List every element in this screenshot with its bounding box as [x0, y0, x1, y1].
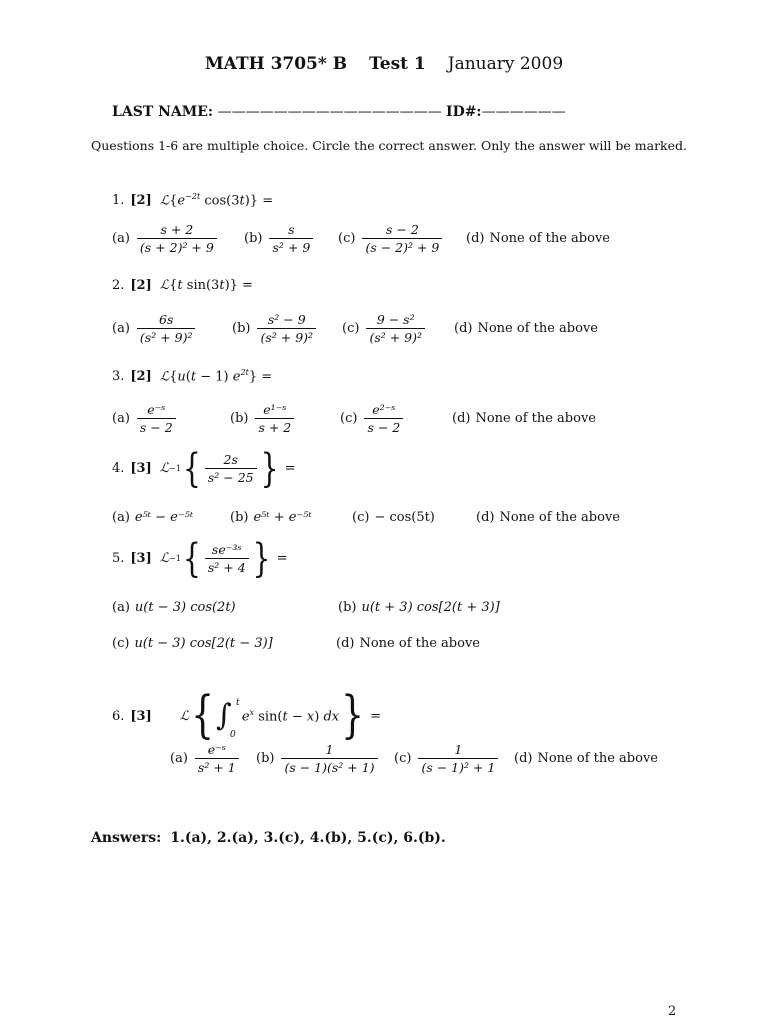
option-d[interactable] — [514, 751, 658, 766]
last-name-label: LAST NAME: — [112, 104, 214, 120]
option-text: − cos(5t) — [374, 510, 435, 525]
option-label: (a) — [112, 321, 130, 336]
option-text: None of the above — [499, 510, 620, 525]
question-expression: ℒ{t sin(3t)} = — [159, 278, 253, 293]
option-label: (d) — [336, 636, 355, 651]
question-4-options — [112, 510, 620, 525]
option-label: (b) — [232, 321, 251, 336]
option-c[interactable] — [352, 510, 476, 525]
option-label: (b) — [338, 600, 357, 615]
option-fraction: $\frac{6s}{\text{(s² + 9)²}}$ — [137, 312, 196, 345]
option-b[interactable] — [230, 510, 352, 525]
option-label: (b) — [244, 231, 263, 246]
id-label: ID#: — [446, 104, 482, 120]
answers-list: 1.(a), 2.(a), 3.(c), 4.(b), 5.(c), 6.(b). — [170, 830, 446, 846]
option-a[interactable] — [112, 222, 244, 255]
option-label: (a) — [112, 600, 130, 615]
question-5-options-row1 — [112, 600, 500, 615]
option-fraction: $\frac{1}{\text{(s − 1)² + 1}}$ — [418, 742, 498, 775]
question-2 — [112, 278, 253, 293]
question-points: [2] — [130, 368, 152, 384]
question-5: 5. [3] ℒ −1 { $\frac{\text{se⁻³ˢ}}{\text{s² + 4}}$ } = — [112, 534, 288, 581]
question-6: 6. [3] ℒ { ∫ 0 t $e^x$ sin(t − x) dx } = — [112, 686, 382, 744]
option-label: (b) — [230, 510, 249, 525]
instructions: Questions 1-6 are multiple choice. Circle the correct answer. Only the answer will be marked. — [91, 138, 688, 153]
name-fields — [112, 104, 566, 120]
option-text: e⁵ᵗ + e⁻⁵ᵗ — [253, 510, 312, 525]
option-text: None of the above — [489, 231, 610, 246]
option-fraction: $\frac{\text{e¹⁻ˢ}}{s + 2}$ — [255, 402, 294, 435]
question-points: [2] — [130, 278, 152, 293]
test-date: January 2009 — [447, 54, 564, 74]
option-fraction: $\frac{\text{s² − 9}}{\text{(s² + 9)²}}$ — [257, 312, 316, 345]
option-label: (a) — [170, 751, 188, 766]
option-c[interactable] — [112, 636, 336, 651]
page-number: 2 — [668, 1004, 677, 1019]
question-points: [2] — [130, 192, 152, 208]
option-a[interactable] — [112, 312, 232, 345]
option-label: (c) — [338, 231, 356, 246]
option-b[interactable] — [338, 600, 500, 615]
course-title: MATH 3705* B — [204, 54, 348, 74]
question-expression: ℒ{u(t − 1) $e^{2t}$} = — [159, 368, 273, 385]
option-label: (c) — [112, 636, 130, 651]
question-fraction: $\frac{\text{se⁻³ˢ}}{\text{s² + 4}}$ — [205, 542, 249, 575]
option-label: (d) — [514, 751, 533, 766]
option-c[interactable] — [340, 402, 452, 435]
answers-label: Answers: — [91, 830, 162, 846]
option-d[interactable] — [466, 231, 610, 246]
question-points: [3] — [130, 461, 152, 476]
option-d[interactable] — [336, 636, 480, 651]
option-b[interactable] — [256, 742, 394, 775]
option-label: (c) — [352, 510, 370, 525]
question-number: 1. — [112, 192, 125, 208]
option-text: u(t − 3) cos(2t) — [134, 600, 236, 615]
question-number: 6. — [112, 708, 125, 724]
question-expression: $ℒ\{e^{-2t}$ cos(3t)} = — [159, 192, 274, 209]
question-1 — [112, 192, 273, 208]
option-text: u(t + 3) cos[2(t + 3)] — [361, 600, 500, 615]
option-text: None of the above — [475, 411, 596, 426]
option-c[interactable] — [394, 742, 514, 775]
question-number: 4. — [112, 461, 125, 476]
answers-line — [91, 830, 446, 846]
question-4: 4. [3] ℒ −1 { $\frac{2s}{\text{s² − 25}}$ } = — [112, 444, 296, 491]
question-2-options — [112, 312, 598, 345]
option-a[interactable] — [170, 742, 256, 775]
option-d[interactable] — [476, 510, 620, 525]
option-d[interactable] — [454, 321, 598, 336]
option-label: (d) — [476, 510, 495, 525]
option-fraction: $\frac{s - 2}{\text{(s − 2)² + 9}}$ — [362, 222, 442, 255]
question-number: 3. — [112, 368, 125, 384]
option-label: (a) — [112, 510, 130, 525]
last-name-line: ———————————————— — [217, 104, 442, 120]
option-a[interactable] — [112, 510, 230, 525]
option-b[interactable] — [232, 312, 342, 345]
option-text: None of the above — [537, 751, 658, 766]
option-c[interactable] — [342, 312, 454, 345]
option-b[interactable] — [230, 402, 340, 435]
option-label: (c) — [394, 751, 412, 766]
option-a[interactable] — [112, 600, 338, 615]
question-5-options-row2 — [112, 636, 480, 651]
option-label: (b) — [230, 411, 249, 426]
option-c[interactable] — [338, 222, 466, 255]
integrand: $e^x$ sin(t − x) dx — [241, 707, 340, 725]
option-fraction: $\frac{s + 2}{\text{(s + 2)² + 9}}$ — [137, 222, 217, 255]
option-label: (d) — [452, 411, 471, 426]
page-header — [0, 54, 768, 74]
option-label: (d) — [454, 321, 473, 336]
question-points: [3] — [130, 551, 152, 566]
option-d[interactable] — [452, 411, 596, 426]
option-label: (c) — [342, 321, 360, 336]
question-fraction: $\frac{2s}{\text{s² − 25}}$ — [205, 452, 257, 485]
option-fraction: $\frac{s}{\text{s² + 9}}$ — [269, 222, 313, 255]
option-fraction: $\frac{1}{\text{(s − 1)(s² + 1)}}$ — [281, 742, 377, 775]
option-label: (a) — [112, 411, 130, 426]
id-line: —————— — [481, 104, 566, 120]
option-b[interactable] — [244, 222, 338, 255]
question-1-options — [112, 222, 610, 255]
option-text: None of the above — [477, 321, 598, 336]
option-fraction: $\frac{\text{9 − s²}}{\text{(s² + 9)²}}$ — [366, 312, 425, 345]
option-label: (a) — [112, 231, 130, 246]
integral-sign: ∫ 0 t — [216, 698, 240, 740]
option-fraction: $\frac{\text{e⁻ˢ}}{s - 2}$ — [137, 402, 176, 435]
option-fraction: $\frac{\text{e²⁻ˢ}}{s - 2}$ — [364, 402, 403, 435]
option-fraction: $\frac{\text{e⁻ˢ}}{\text{s² + 1}}$ — [195, 742, 239, 775]
question-number: 2. — [112, 278, 125, 293]
option-label: (c) — [340, 411, 358, 426]
option-text: None of the above — [359, 636, 480, 651]
test-title: Test 1 — [369, 54, 426, 74]
question-points: [3] — [130, 708, 152, 724]
question-number: 5. — [112, 551, 125, 566]
question-3 — [112, 368, 272, 384]
option-label: (b) — [256, 751, 275, 766]
option-a[interactable] — [112, 402, 230, 435]
option-text: e⁵ᵗ − e⁻⁵ᵗ — [134, 510, 194, 525]
option-text: u(t − 3) cos[2(t − 3)] — [134, 636, 273, 651]
question-6-options — [170, 742, 658, 775]
question-3-options — [112, 402, 596, 435]
option-label: (d) — [466, 231, 485, 246]
